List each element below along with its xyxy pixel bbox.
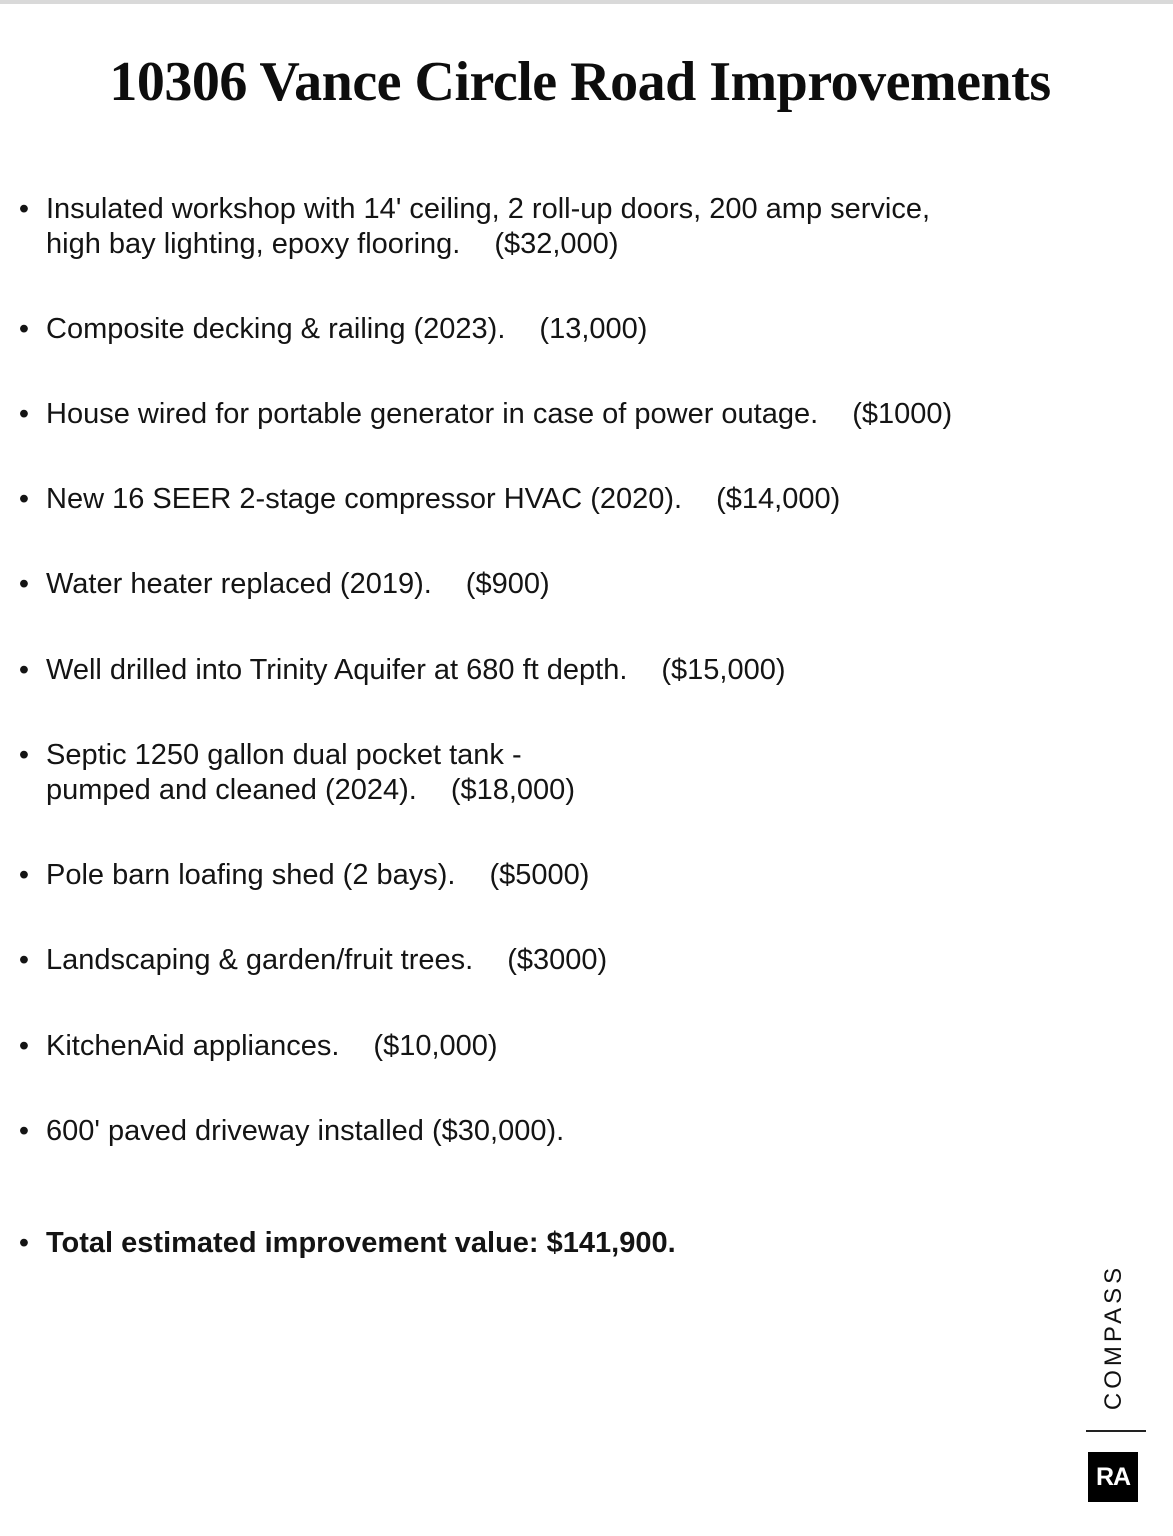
item-text-line1: Septic 1250 gallon dual pocket tank - bbox=[46, 739, 522, 771]
list-item-driveway bbox=[18, 1114, 1058, 1149]
bullet: • bbox=[18, 313, 30, 345]
bullet: • bbox=[18, 193, 30, 225]
item-text-line2: high bay lighting, epoxy flooring. bbox=[46, 228, 461, 260]
bullet: • bbox=[18, 944, 30, 976]
item-text: New 16 SEER 2-stage compressor HVAC (2020). bbox=[46, 483, 683, 515]
bullet: • bbox=[18, 654, 30, 686]
item-text-line2: pumped and cleaned (2024). bbox=[46, 774, 417, 806]
bullet: • bbox=[18, 739, 30, 771]
item-text: Well drilled into Trinity Aquifer at 680 ft depth. bbox=[46, 654, 628, 686]
item-price: ($5000) bbox=[489, 859, 590, 891]
total-value: Total estimated improvement value: $141,900. bbox=[46, 1227, 676, 1259]
item-price: ($1000) bbox=[852, 398, 953, 430]
list-item-pole-barn bbox=[18, 858, 1058, 893]
bullet: • bbox=[18, 483, 30, 515]
list-item-water-heater bbox=[18, 567, 1058, 602]
item-price: ($15,000) bbox=[661, 654, 786, 686]
list-item-decking bbox=[18, 312, 1058, 347]
bullet: • bbox=[18, 568, 30, 600]
bullet: • bbox=[18, 1115, 30, 1147]
item-price: ($3000) bbox=[507, 944, 608, 976]
list-item-appliances bbox=[18, 1029, 1058, 1064]
item-price: ($14,000) bbox=[716, 483, 841, 515]
item-text: KitchenAid appliances. bbox=[46, 1030, 340, 1062]
list-item-septic bbox=[18, 738, 1058, 808]
list-item-hvac bbox=[18, 482, 1058, 517]
list-item-generator bbox=[18, 397, 1058, 432]
item-price: (13,000) bbox=[539, 313, 648, 345]
item-price: ($900) bbox=[465, 568, 550, 600]
bullet: • bbox=[18, 859, 30, 891]
bullet: • bbox=[18, 398, 30, 430]
item-text: Pole barn loafing shed (2 bays). bbox=[46, 859, 456, 891]
list-item-well bbox=[18, 653, 1058, 688]
logo-divider bbox=[1086, 1430, 1146, 1432]
list-item-workshop bbox=[18, 192, 1058, 262]
item-text: Composite decking & railing (2023). bbox=[46, 313, 506, 345]
ra-badge: RA bbox=[1088, 1452, 1138, 1502]
bullet: • bbox=[18, 1030, 30, 1062]
item-text: Water heater replaced (2019). bbox=[46, 568, 432, 600]
compass-wordmark: COMPASS bbox=[1100, 1263, 1127, 1411]
item-price: ($32,000) bbox=[494, 228, 619, 260]
page-title: 10306 Vance Circle Road Improvements bbox=[109, 51, 1051, 113]
list-item-total bbox=[18, 1226, 1058, 1261]
item-text: Landscaping & garden/fruit trees. bbox=[46, 944, 474, 976]
item-text: House wired for portable generator in case of power outage. bbox=[46, 398, 819, 430]
item-price: ($10,000) bbox=[373, 1030, 498, 1062]
compass-logo bbox=[1097, 1262, 1131, 1412]
item-text: 600' paved driveway installed ($30,000). bbox=[46, 1115, 565, 1147]
list-item-landscaping bbox=[18, 943, 1058, 978]
item-text-line1: Insulated workshop with 14' ceiling, 2 roll-up doors, 200 amp service, bbox=[46, 193, 931, 225]
item-price: ($18,000) bbox=[450, 774, 575, 806]
top-divider bbox=[0, 0, 1173, 4]
bullet: • bbox=[18, 1227, 30, 1259]
